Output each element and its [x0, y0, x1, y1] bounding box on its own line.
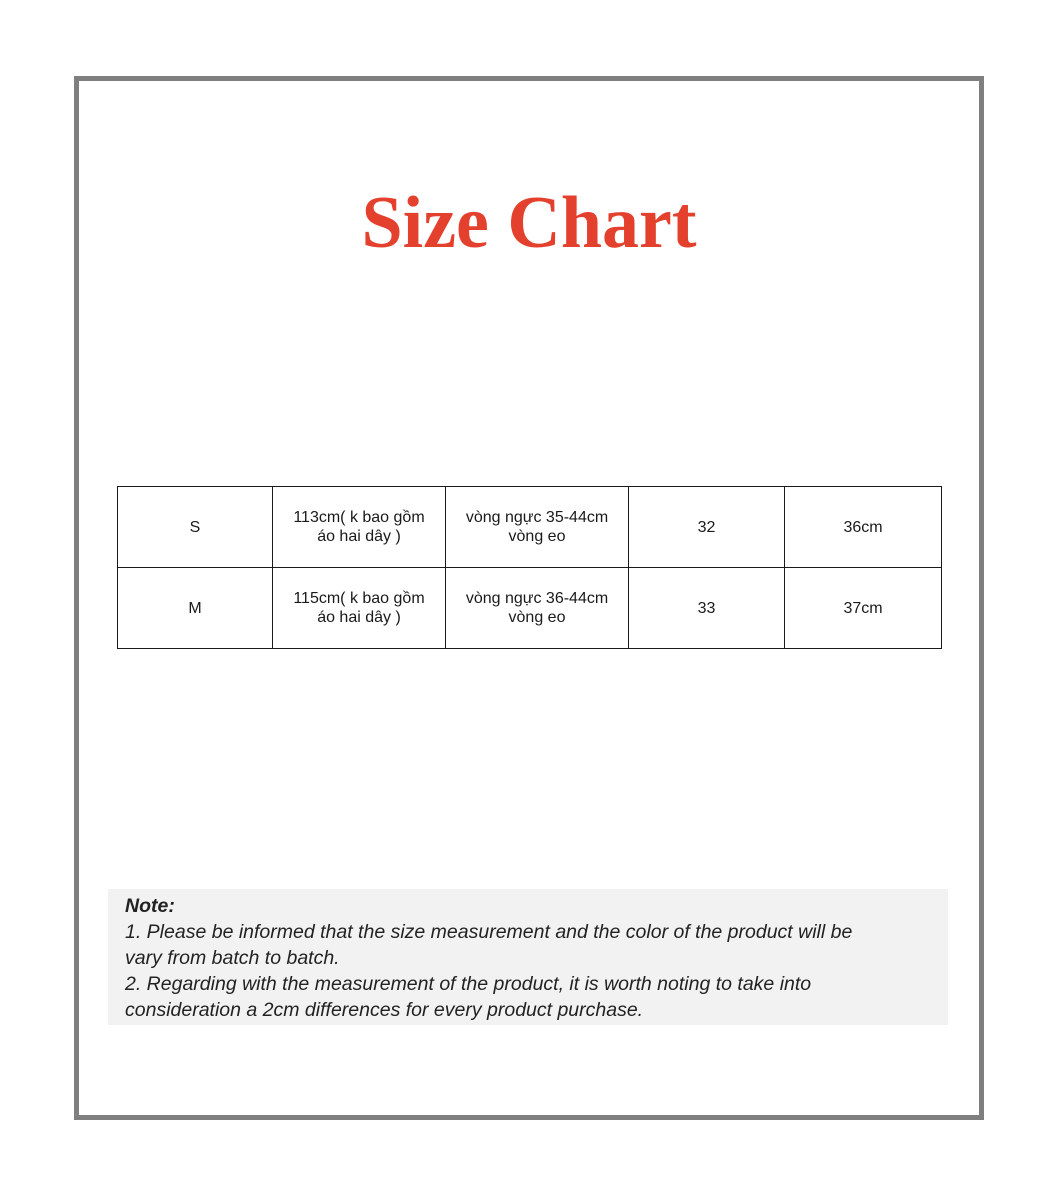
note-line: 2. Regarding with the measurement of the product, it is worth noting to take into: [125, 973, 812, 995]
length-line: áo hai dây ): [317, 528, 401, 545]
measure-line: vòng eo: [508, 609, 566, 626]
note-line: vary from batch to batch.: [125, 947, 340, 969]
length-cell: [273, 487, 446, 568]
width-cell: 37cm: [785, 568, 942, 649]
size-cell: S: [118, 487, 273, 568]
size-chart-frame: [74, 76, 984, 1120]
width-cell: 36cm: [785, 487, 942, 568]
note-box: [108, 889, 948, 1025]
size-cell: M: [118, 568, 273, 649]
length-line: 115cm( k bao gồm: [293, 590, 425, 607]
measure-cell: [446, 568, 629, 649]
value-cell: 32: [629, 487, 785, 568]
measure-cell: [446, 487, 629, 568]
note-line: 1. Please be informed that the size measurement and the color of the product will be: [125, 921, 853, 943]
length-line: 113cm( k bao gồm: [293, 509, 425, 526]
note-heading: Note:: [125, 895, 175, 917]
measure-line: vòng eo: [508, 528, 566, 545]
note-line: consideration a 2cm differences for every product purchase.: [125, 999, 644, 1021]
measure-line: vòng ngực 36-44cm: [465, 590, 609, 607]
table-row: [118, 568, 942, 649]
table-row: [118, 487, 942, 568]
size-table: [117, 486, 942, 649]
value-cell: 33: [629, 568, 785, 649]
length-cell: [273, 568, 446, 649]
page-title: Size Chart: [361, 182, 697, 264]
length-line: áo hai dây ): [317, 609, 401, 626]
measure-line: vòng ngực 35-44cm: [465, 509, 609, 526]
